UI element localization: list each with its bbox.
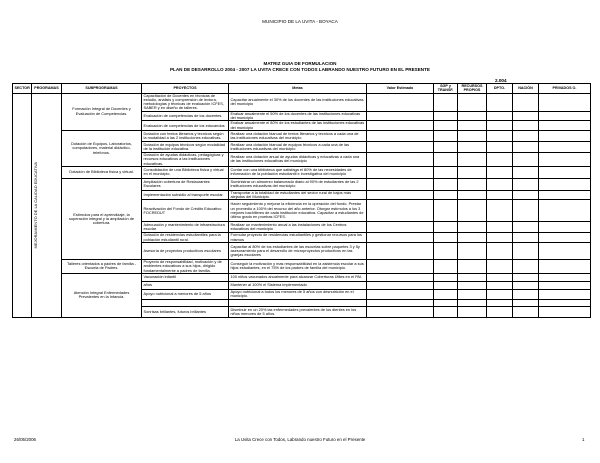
- project-cell: Capacitación de Docentes en técnicas de estudio, análisis y comprensión de lectura, metodologías y técnicas de evaluación ICFES, SABER y en diseño de talleres.: [142, 93, 229, 111]
- funding-cell: [458, 243, 487, 260]
- funding-cell: [367, 111, 434, 121]
- project-cell: Dotación de ayudas didácticas, pedagógicas y recursos educativos a las instituciones educativas.: [142, 152, 229, 166]
- funding-cell: [434, 93, 458, 111]
- funding-cell: [458, 93, 487, 111]
- project-cell: años: [142, 281, 229, 289]
- goal-cell: Transportar a la totalidad de estudiantes del sector rural de bajos más alejados del Municipio.: [229, 190, 367, 200]
- project-cell: Consolidación de una Biblioteca física y virtual en el municipio.: [142, 166, 229, 178]
- funding-cell: [434, 111, 458, 121]
- subprogram-cell: Estímulos para el aprendizaje, la superación integral y la ampliación de cobertura.: [62, 178, 142, 259]
- funding-cell: [367, 178, 434, 190]
- funding-cell: [434, 190, 458, 200]
- funding-cell: [539, 289, 591, 299]
- funding-cell: [367, 289, 434, 299]
- subprogram-cell: Talleres orientados a padres de familia - Escuela de Padres.: [62, 260, 142, 274]
- funding-cell: [539, 281, 591, 289]
- footer-date: 26/05/2006: [14, 437, 36, 442]
- funding-cell: [434, 273, 458, 281]
- program-cell: [32, 93, 62, 317]
- funding-cell: [487, 299, 513, 306]
- funding-cell: [513, 233, 539, 243]
- funding-cell: [539, 178, 591, 190]
- funding-cell: [458, 289, 487, 299]
- funding-cell: [487, 289, 513, 299]
- col-privados: PRIVADOS O.: [539, 84, 591, 94]
- table-row: [13, 93, 591, 111]
- funding-cell: [367, 233, 434, 243]
- funding-cell: [458, 306, 487, 317]
- project-cell: Ampliación cobertura de Restaurantes Escolares: [142, 178, 229, 190]
- funding-cell: [434, 243, 458, 260]
- funding-cell: [539, 222, 591, 233]
- funding-cell: [487, 93, 513, 111]
- funding-cell: [434, 233, 458, 243]
- table-row: [13, 130, 591, 141]
- funding-cell: [513, 152, 539, 166]
- funding-cell: [367, 222, 434, 233]
- funding-cell: [513, 273, 539, 281]
- funding-cell: [434, 178, 458, 190]
- funding-cell: [539, 299, 591, 306]
- funding-cell: [434, 222, 458, 233]
- funding-cell: [458, 121, 487, 131]
- funding-cell: [458, 299, 487, 306]
- goal-cell: Realizar una dotación bianual de equipos técnicos a cada una de las instituciones educativas del municipio: [229, 141, 367, 152]
- goal-cell: Realizar una dotación anual de ayudas didácticas y educativas a cada una de las instituciones educativas del municipio: [229, 152, 367, 166]
- project-cell: Vacunación infantil: [142, 273, 229, 281]
- funding-cell: [539, 111, 591, 121]
- funding-cell: [367, 121, 434, 131]
- funding-cell: [487, 111, 513, 121]
- footer-motto: La Uvita Crece con Todos, Labrando nuestro Futuro en el Presente: [234, 437, 366, 442]
- funding-cell: [487, 260, 513, 274]
- col-recursos: RECURSOS PROPIOS: [458, 84, 487, 94]
- funding-cell: [367, 281, 434, 289]
- goal-cell: Realizar un mantenimiento anual a las instalaciones de los Centros educativos del municipio: [229, 222, 367, 233]
- col-metas: Metas: [229, 84, 367, 94]
- title-line-2: PLAN DE DESARROLLO 2004 - 2007 LA UVITA CRECE CON TODOS LABRANDO NUESTRO FUTURO EN EL PRESENTE: [169, 67, 430, 72]
- funding-cell: [367, 152, 434, 166]
- goal-cell: Mantener al 100% el Sistema implementado: [229, 281, 367, 289]
- funding-cell: [487, 281, 513, 289]
- funding-cell: [539, 141, 591, 152]
- funding-cell: [513, 130, 539, 141]
- funding-cell: [539, 166, 591, 178]
- funding-cell: [434, 260, 458, 274]
- project-cell: Sonrisas brillantes, futuros brillantes: [142, 306, 229, 317]
- funding-cell: [458, 166, 487, 178]
- subprogram-cell: Dotación de Equipos, Laboratorios, computadores, material didáctico, telefonos.: [62, 130, 142, 166]
- col-dpto: DPTO.: [487, 84, 513, 94]
- funding-cell: [434, 121, 458, 131]
- funding-cell: [513, 190, 539, 200]
- funding-cell: [458, 273, 487, 281]
- project-cell: Evaluación de competencias de los educandos: [142, 121, 229, 131]
- funding-cell: [487, 130, 513, 141]
- funding-cell: [487, 222, 513, 233]
- funding-cell: [487, 178, 513, 190]
- funding-cell: [513, 243, 539, 260]
- funding-cell: [434, 281, 458, 289]
- funding-cell: [513, 299, 539, 306]
- funding-cell: [539, 190, 591, 200]
- funding-cell: [458, 111, 487, 121]
- funding-cell: [513, 178, 539, 190]
- funding-cell: [513, 141, 539, 152]
- goal-cell: Apoyo nutricional a todos los menores de 5 años con desnutrición en el municipio.: [229, 289, 367, 299]
- funding-cell: [458, 200, 487, 222]
- goal-cell: Conseguir la motivación y mas responsabilidad en la asistencia escolar a sus hijos estudiantes, en el 75% de los padres de familia del municipio.: [229, 260, 367, 274]
- funding-cell: [434, 289, 458, 299]
- project-cell: Adecuación y mantenimiento de infraestructura escolar: [142, 222, 229, 233]
- col-proyectos: PROYECTOS: [142, 84, 229, 94]
- funding-cell: [513, 111, 539, 121]
- funding-cell: [513, 121, 539, 131]
- funding-cell: [487, 273, 513, 281]
- funding-cell: [367, 200, 434, 222]
- funding-cell: [539, 243, 591, 260]
- funding-cell: [458, 178, 487, 190]
- funding-cell: [458, 130, 487, 141]
- funding-cell: [367, 190, 434, 200]
- funding-cell: [367, 299, 434, 306]
- funding-cell: [539, 233, 591, 243]
- funding-cell: [487, 152, 513, 166]
- project-cell: Dotación de equipos técnicos según modalidad de la institución educativa.: [142, 141, 229, 152]
- funding-cell: [487, 233, 513, 243]
- funding-cell: [539, 200, 591, 222]
- funding-cell: [539, 306, 591, 317]
- funding-cell: [367, 243, 434, 260]
- subprogram-cell: Formación Integral de Docentes y Evaluación de Competencias.: [62, 93, 142, 130]
- funding-cell: [367, 273, 434, 281]
- funding-cell: [434, 306, 458, 317]
- project-cell: Dotación con textos literarios y tecnicos según la modalidad a las 2 instituciones educativas.: [142, 130, 229, 141]
- funding-cell: [513, 166, 539, 178]
- funding-cell: [487, 121, 513, 131]
- goal-cell: Formular proyecto de residencias estudiantiles y gestionar recursos para los mismos: [229, 233, 367, 243]
- table-row: [13, 260, 591, 274]
- subprogram-cell: Atención Integral Enfermedades Prevalentes en la Infancia.: [62, 273, 142, 317]
- funding-cell: [487, 306, 513, 317]
- funding-cell: [434, 130, 458, 141]
- funding-cell: [367, 93, 434, 111]
- formulation-matrix: [12, 83, 591, 318]
- goal-cell: Evaluar anualmente el 50% de los docentes de las instituciones educativas del municipio: [229, 111, 367, 121]
- col-sector: SECTOR: [13, 84, 32, 94]
- program-label: MEJORAMIENTO DE LA CALIDAD EDUCATIVA: [32, 162, 38, 249]
- funding-cell: [487, 166, 513, 178]
- funding-cell: [539, 121, 591, 131]
- goal-cell: Hacer seguimiento y mejorar la eficiencia en la operación del fondo. Prestar un promedio a 100% del recurso del año anterior. Otorgar estímulos a los 3 mejores bachilleres de cada institución educativa. Capacitar a estudiantes de último grado en pruebas ICFES.: [229, 200, 367, 222]
- funding-cell: [513, 260, 539, 274]
- col-subprogramas: SUBPROGRAMAS: [62, 84, 142, 94]
- funding-cell: [458, 260, 487, 274]
- col-programas: PROGRAMAS: [32, 84, 62, 94]
- funding-cell: [458, 141, 487, 152]
- funding-cell: [513, 222, 539, 233]
- funding-cell: [367, 141, 434, 152]
- goal-cell: Capacitar anualmente el 30% de los docentes de las instituciones educativas del municipio: [229, 93, 367, 111]
- footer-page: 1: [582, 437, 585, 442]
- matrix-body: [13, 93, 591, 317]
- subprogram-cell: Dotación de Biblioteca física y virtual.: [62, 166, 142, 178]
- goal-cell: Evaluar anualmente el 80% de los estudiantes de las instituciones educativas del municipio: [229, 121, 367, 131]
- funding-cell: [513, 281, 539, 289]
- sector-cell: [13, 93, 32, 317]
- header-row: [13, 84, 591, 94]
- goal-cell: 100 niños vacunados anualmente para alcanzar Coberturas Útiles en el PAI.: [229, 273, 367, 281]
- title-line-1: MATRIZ GUIA DE FORMULACION: [263, 61, 337, 66]
- project-cell: Apoyo nutricional a menores de 5 años: [142, 289, 229, 299]
- funding-cell: [367, 166, 434, 178]
- funding-cell: [487, 200, 513, 222]
- funding-cell: [513, 200, 539, 222]
- funding-cell: [458, 222, 487, 233]
- project-cell: Proyecto de responsabilidad, motivación y de ambientes educativos a sus hijos, dirigido fundamentalmente a padres de familia.: [142, 260, 229, 274]
- project-cell: [142, 299, 229, 306]
- funding-cell: [539, 93, 591, 111]
- goal-cell: Capacitar al 80% de los estudiantes de las escuelas sobre paquetes 3 y 5y asesoramiento para el desarrollo de microproyectos productivos en las granjas escolares: [229, 243, 367, 260]
- funding-cell: [367, 130, 434, 141]
- funding-cell: [434, 200, 458, 222]
- col-nacion: NACIÓN: [513, 84, 539, 94]
- funding-cell: [539, 130, 591, 141]
- funding-cell: [539, 273, 591, 281]
- project-cell: Reactivación del Fondo de Crédito Educativo FOCREDUT: [142, 200, 229, 222]
- funding-cell: [487, 190, 513, 200]
- table-row: [13, 273, 591, 281]
- funding-cell: [434, 152, 458, 166]
- funding-cell: [458, 190, 487, 200]
- funding-cell: [434, 299, 458, 306]
- funding-cell: [367, 306, 434, 317]
- funding-cell: [434, 166, 458, 178]
- project-cell: Evaluación de competencias de los docentes.: [142, 111, 229, 121]
- funding-cell: [487, 243, 513, 260]
- funding-cell: [513, 93, 539, 111]
- funding-cell: [458, 281, 487, 289]
- funding-cell: [487, 141, 513, 152]
- project-cell: Asesoría de proyectos productivos escolares: [142, 243, 229, 260]
- municipality-header: MUNICIPIO DE LA UVITA - BOYACA: [262, 19, 338, 24]
- year-label: 2.004: [495, 78, 507, 83]
- funding-cell: [458, 233, 487, 243]
- col-sgp: SGP y TRANSF.: [434, 84, 458, 94]
- funding-cell: [539, 260, 591, 274]
- funding-cell: [434, 141, 458, 152]
- goal-cell: Suministrar un almuerzo balanceado diario al 90% de estudiantes de las 2 instituciones educativas del municipio: [229, 178, 367, 190]
- table-row: [13, 178, 591, 190]
- table-row: [13, 166, 591, 178]
- col-valor: Valor Estimado: [367, 84, 434, 94]
- funding-cell: [367, 260, 434, 274]
- goal-cell: Disminuir en un 20% las enfermedades prevalentes de los dientes en los niños menores de 5 años.: [229, 306, 367, 317]
- funding-cell: [458, 152, 487, 166]
- goal-cell: Contar con una biblioteca que satisfaga el 80% de las necesidades de información de la población estudiantil e investigativa del municipio: [229, 166, 367, 178]
- document-title: [0, 61, 600, 73]
- funding-cell: [513, 306, 539, 317]
- goal-cell: Realizar una dotación bianual de textos literarios y tecnicos a cada una de las instituciones educativas del municipio: [229, 130, 367, 141]
- funding-cell: [539, 152, 591, 166]
- funding-cell: [513, 289, 539, 299]
- project-cell: Implementación subsidio al transporte escolar.: [142, 190, 229, 200]
- goal-cell: [229, 299, 367, 306]
- project-cell: Dotación de residencias estudiantiles para la población estudiantil rural.: [142, 233, 229, 243]
